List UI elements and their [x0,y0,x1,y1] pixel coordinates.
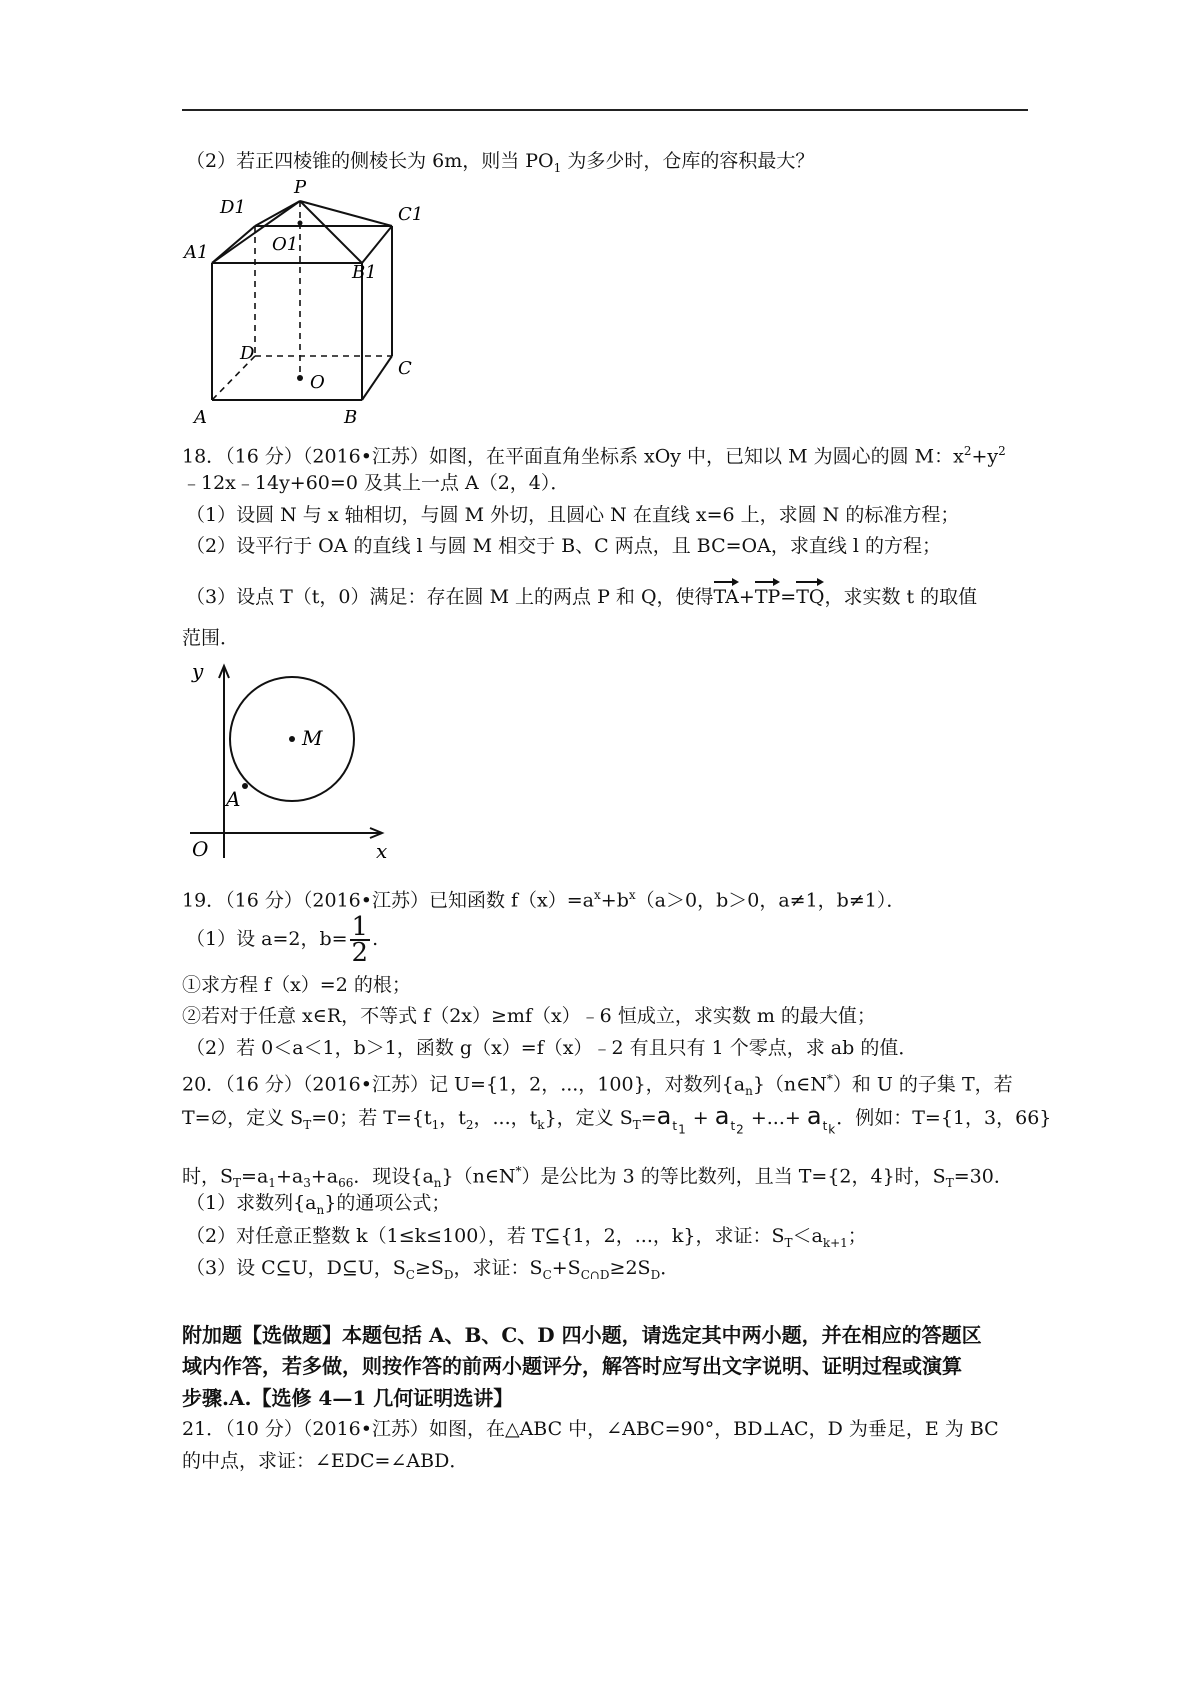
axis-label-y: y [192,659,204,683]
q18-header: 18．（16 分）（2016•江苏）如图，在平面直角坐标系 xOy 中，已知以 M 为圆心的圆 M：$x^2+y^2$ [182,444,1006,468]
q20-line3: 时，$S_T=a_1+a_3+a_{66}$．现设$\{a_n\}(n\in N^*)$是公比为 3 的等比数列，且当 T={2，4}时，$S_T=30$． [182,1164,1013,1191]
label-P: P [294,178,307,198]
q18-part3: （3）设点 T（t，0）满足：存在圆 M 上的两点 P 和 Q，使得TA+TP=TQ，求实数 t 的取值 [186,578,977,610]
q19-header: 19．（16 分）（2016•江苏）已知函数 $f(x)=a^x+b^x(a>0$，b＞0，a≠1，b≠1）． [182,888,906,912]
q20-line2: T=∅，定义 $S_T=0$；若 $T=\{t_1$，$t_2$，...，$t_k$}，定义 $S_T=a_{t_1} + a_{t_2}$ +...+ $a_{t_k}$．例如：T={1，3，66} [182,1102,1052,1137]
q18-part2: （2）设平行于 OA 的直线 l 与圆 M 相交于 B、C 两点，且 BC=OA，求直线 l 的方程； [186,535,942,557]
sum-term-t2: $a_{t_2}$ [714,1102,745,1137]
label-C: C [398,358,412,379]
sum-term-t1: $a_{t_1}$ [656,1102,687,1137]
label-D: D [240,343,255,364]
extra-heading-line2: 域内作答，若多做，则按作答的前两小题评分，解答时应写出文字说明、证明过程或演算 [182,1354,962,1378]
label-A1: A1 [184,242,209,263]
point-label-A: A [226,787,241,811]
q20-part3: （3）设 C⊆U，D⊆U，$S_C\ge S_D$，求证：$S_C+S_{C\cap D}\ge 2S_D$． [186,1257,680,1282]
label-C1: C1 [398,204,424,225]
center-label-M: M [302,726,323,750]
label-B1: B1 [352,262,377,283]
q19-item2: ②若对于任意 x∈R，不等式 f（2x）≥mf（x）﹣6 恒成立，求实数 m 的最大值； [182,1005,876,1027]
axis-label-x: x [376,839,388,863]
label-O1: O1 [272,234,299,255]
q18-part3-cont: 范围． [182,627,240,649]
q21-line2: 的中点，求证：∠EDC=∠ABD． [182,1450,469,1472]
label-D1: D1 [220,197,246,218]
q20-header: 20．（16 分）（2016•江苏）记 U={1，2，...，100}，对数列$\{a_n\}(n\in N^*)$和 U 的子集 T，若 [182,1072,1013,1099]
q18-part1: （1）设圆 N 与 x 轴相切，与圆 M 外切，且圆心 N 在直线 x=6 上，求圆 N 的标准方程； [186,504,960,526]
q19-item1: ①求方程 f（x）=2 的根； [182,974,411,996]
prism-pyramid-figure [180,178,430,433]
q18-line2: ﹣12x﹣14y+60=0 及其上一点 A（2，4）． [182,472,570,494]
circle-axes-figure [180,658,410,870]
label-B: B [344,407,358,428]
q20-part1: （1）求数列$\{a_n\}$的通项公式； [186,1192,451,1217]
sum-term-tk: $a_{t_k}$ [806,1102,837,1137]
fraction-one-half: $\frac{1}{2}$ [351,912,369,968]
label-A: A [194,407,207,428]
q19-part2: （2）若 0＜a＜1，b＞1，函数 g（x）=f（x）﹣2 有且只有 1 个零点，求 ab 的值． [186,1037,918,1059]
extra-heading-line1: 附加题【选做题】本题包括 A、B、C、D 四小题，请选定其中两小题，并在相应的答题区 [182,1323,982,1347]
q19-part1: （1）设 a=2，b= $\frac{1}{2}$ . [186,912,379,968]
label-O: O [310,372,325,393]
origin-label: O [192,837,209,861]
q21-line1: 21．（10 分）（2016•江苏）如图，在△ABC 中，∠ABC=90°，BD⊥AC，D 为垂足，E 为 BC [182,1418,999,1440]
q17-part2: （2）若正四棱锥的侧棱长为 6m，则当 $PO_1$ 为多少时，仓库的容积最大？ [186,150,815,175]
extra-heading-line3: 步骤.A.【选修 4—1 几何证明选讲】 [182,1386,514,1410]
header-rule [182,109,1028,111]
q20-part2: （2）对任意正整数 k（1≤k≤100），若 T⊆{1，2，...，k}，求证：$S_T<a_{k+1}$； [186,1225,867,1250]
